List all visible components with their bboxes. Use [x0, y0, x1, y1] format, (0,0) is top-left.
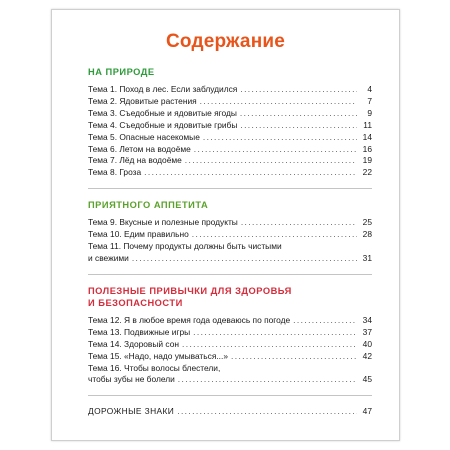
toc-entry[interactable] [88, 229, 372, 241]
toc-entry-label: Тема 3. Съедобные и ядовитые ягоды [88, 107, 237, 118]
section-appetite [88, 199, 372, 275]
leader-dots [293, 315, 357, 327]
leader-dots [240, 120, 357, 132]
toc-entry[interactable] [88, 253, 372, 265]
toc-entry-label: Тема 8. Гроза [88, 167, 142, 178]
leader-dots [194, 144, 357, 156]
toc-entry-page: 28 [362, 229, 372, 240]
toc-entry-label: Тема 4. Съедобные и ядовитые грибы [88, 119, 238, 130]
toc-entry-label: Тема 2. Ядовитые растения [88, 95, 197, 106]
contents-page [51, 9, 400, 441]
section-heading: НА ПРИРОДЕ [88, 67, 155, 77]
toc-entry-label: Тема 5. Опасные насекомые [88, 131, 200, 142]
section-heading: ПРИЯТНОГО АППЕТИТА [88, 200, 209, 211]
toc-entry[interactable] [88, 351, 372, 363]
toc-entry-page: 7 [367, 95, 372, 106]
leader-dots [231, 351, 357, 363]
toc-entry-page: 14 [362, 131, 372, 142]
section-road-signs [88, 406, 372, 427]
toc-entry-label: Тема 7. Лёд на водоёме [88, 155, 182, 166]
toc-entry-label: чтобы зубы не болели [88, 374, 175, 385]
toc-entry-page: 34 [362, 314, 372, 325]
toc-entry-label: Тема 12. Я в любое время года одеваюсь по погоде [88, 314, 291, 325]
toc-entry-page: 16 [362, 143, 372, 154]
leader-dots [132, 253, 357, 265]
toc-entry[interactable] [88, 96, 372, 108]
toc-entry-page: 22 [362, 167, 372, 178]
toc-entry-label: Тема 6. Летом на водоёме [88, 143, 191, 154]
toc-entry[interactable] [88, 144, 372, 156]
toc-entry-page: 31 [362, 252, 372, 263]
page-title: Содержание [165, 31, 286, 52]
toc-entry-label: ДОРОЖНЫЕ ЗНАКИ [88, 406, 175, 417]
toc-entry[interactable] [88, 155, 372, 167]
toc-entry-page: 11 [363, 119, 372, 130]
toc-entry-label: Тема 1. Поход в лес. Если заблудился [88, 84, 238, 94]
leader-dots [193, 327, 357, 339]
leader-dots [192, 229, 357, 241]
toc-entry[interactable] [88, 217, 372, 229]
section-nature [88, 66, 372, 189]
toc-entry-label: Тема 10. Едим правильно [88, 229, 189, 240]
section-heading: ПОЛЕЗНЫЕ ПРИВЫЧКИ ДЛЯ ЗДОРОВЬЯ [88, 285, 292, 296]
toc-entry-label: Тема 9. Вкусные и полезные продукты [88, 217, 238, 228]
toc-entry[interactable] [88, 120, 372, 132]
toc-entry[interactable] [88, 374, 372, 386]
leader-dots [203, 132, 357, 144]
leader-dots [177, 406, 357, 418]
toc-entry-label: Тема 15. «Надо, надо умываться...» [88, 350, 228, 361]
toc-entry-page: 25 [362, 217, 372, 228]
toc-entry[interactable] [88, 167, 372, 179]
toc-entry-page: 4 [367, 84, 372, 94]
leader-dots [178, 374, 357, 386]
toc-entry-page: 19 [362, 155, 372, 166]
toc-entry[interactable] [88, 132, 372, 144]
toc-entry-page: 45 [362, 374, 372, 385]
leader-dots [182, 339, 357, 351]
toc-entry-page: 47 [362, 406, 372, 417]
section-habits [88, 285, 372, 396]
toc-entry-label: Тема 14. Здоровый сон [88, 338, 179, 349]
leader-dots [144, 167, 357, 179]
toc-entry[interactable] [88, 315, 372, 327]
toc-entry[interactable] [88, 339, 372, 351]
toc-entry[interactable] [88, 327, 372, 339]
leader-dots [241, 217, 357, 229]
toc-entry-page: 9 [367, 107, 372, 118]
toc-entry[interactable] [88, 84, 372, 96]
toc-entry[interactable] [88, 108, 372, 120]
leader-dots [200, 96, 357, 108]
table-of-contents [88, 66, 372, 437]
toc-entry-page: 42 [362, 350, 372, 361]
toc-entry-label: и свежими [88, 252, 129, 263]
leader-dots [240, 108, 357, 120]
toc-entry[interactable] [88, 406, 372, 418]
leader-dots [240, 84, 357, 96]
section-heading-line2: И БЕЗОПАСНОСТИ [88, 297, 183, 308]
toc-entry-page: 40 [362, 338, 372, 349]
toc-entry-page: 37 [362, 326, 372, 337]
toc-entry-first-line[interactable]: Тема 11. Почему продукты должны быть чистыми [88, 241, 282, 252]
leader-dots [185, 155, 357, 167]
toc-entry-label: Тема 13. Подвижные игры [88, 326, 191, 337]
toc-entry-first-line[interactable]: Тема 16. Чтобы волосы блестели, [88, 362, 221, 373]
